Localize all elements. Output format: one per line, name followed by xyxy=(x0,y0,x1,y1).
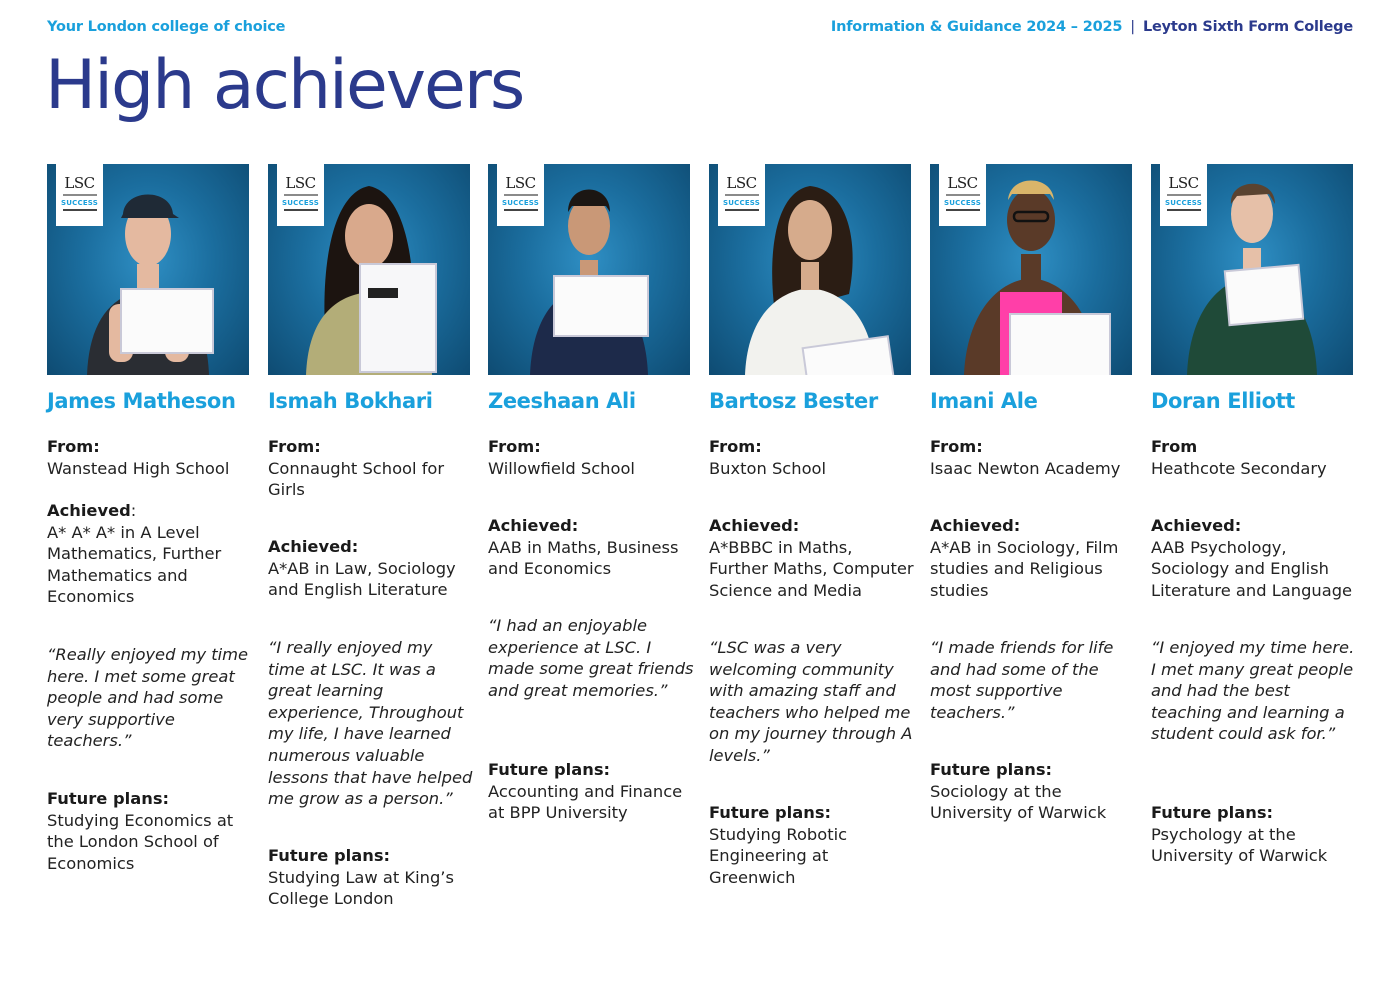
achieved-label: Achieved: xyxy=(268,537,359,556)
student-photo xyxy=(709,164,911,375)
header-separator: | xyxy=(1130,19,1135,35)
lsc-logo: LSC SUCCESS xyxy=(56,164,103,226)
achieved-section xyxy=(709,515,915,601)
from-label: From: xyxy=(709,437,762,456)
plans-value: Studying Law at King’s College London xyxy=(268,867,454,909)
student-quote: “I made friends for life and had some of the most supportive teachers.” xyxy=(930,638,1114,722)
student-name: Doran Elliott xyxy=(1151,389,1295,413)
lsc-logo: LSC SUCCESS xyxy=(939,164,986,226)
plans-value: Studying Robotic Engineering at Greenwich xyxy=(709,824,848,887)
certificate xyxy=(554,276,648,336)
plans-value: Accounting and Finance at BPP University xyxy=(488,781,683,823)
from-label: From: xyxy=(930,437,983,456)
plans-section xyxy=(47,788,253,874)
achieved-label: Achieved: xyxy=(488,516,579,535)
student-card xyxy=(488,164,694,823)
tagline: Your London college of choice xyxy=(47,19,286,35)
achieved-value: A*BBBC in Maths, Further Maths, Computer Science and Media xyxy=(709,537,914,600)
plans-section xyxy=(1151,802,1357,867)
achieved-label: Achieved: xyxy=(930,516,1021,535)
achieved-value: A*AB in Law, Sociology and English Literature xyxy=(268,558,456,600)
from-section xyxy=(268,436,474,501)
from-label: From: xyxy=(488,437,541,456)
plans-value: Studying Economics at the London School of Economics xyxy=(47,810,234,873)
from-section xyxy=(930,436,1136,479)
from-section xyxy=(47,436,253,479)
student-quote: “I had an enjoyable experience at LSC. I made some great friends and great memories.” xyxy=(488,616,694,700)
plans-section xyxy=(488,759,694,824)
certificate xyxy=(1225,265,1303,325)
students-grid xyxy=(47,164,1353,964)
achieved-section xyxy=(1151,515,1357,601)
student-name: Imani Ale xyxy=(930,389,1038,413)
plans-label: Future plans: xyxy=(268,846,391,865)
from-value: Heathcote Secondary xyxy=(1151,458,1327,478)
from-section xyxy=(488,436,694,479)
student-card xyxy=(1151,164,1355,866)
student-quote: “Really enjoyed my time here. I met some great people and had some very supportive teachers.” xyxy=(47,645,249,751)
student-photo xyxy=(47,164,249,375)
achieved-value: A*AB in Sociology, Film studies and Religious studies xyxy=(930,537,1119,600)
from-label: From xyxy=(1151,437,1198,456)
achieved-value: AAB in Maths, Business and Economics xyxy=(488,537,679,579)
student-name: Bartosz Bester xyxy=(709,389,878,413)
student-quote: “I really enjoyed my time at LSC. It was a great learning experience, Throughout my life, I have learned numerous valuable lessons that have helped me grow as a person.” xyxy=(268,638,473,809)
from-value: Connaught School for Girls xyxy=(268,458,445,500)
student-photo xyxy=(488,164,690,375)
achieved-section xyxy=(47,500,253,608)
lsc-logo: LSC SUCCESS xyxy=(718,164,765,226)
page-title: High achievers xyxy=(45,46,524,125)
plans-value: Psychology at the University of Warwick xyxy=(1151,824,1328,866)
plans-value: Sociology at the University of Warwick xyxy=(930,781,1107,823)
student-card xyxy=(47,164,249,873)
from-value: Buxton School xyxy=(709,458,827,478)
achieved-section xyxy=(930,515,1136,601)
from-value: Wanstead High School xyxy=(47,458,230,478)
achieved-suffix: : xyxy=(130,501,137,520)
student-quote: “I enjoyed my time here. I met many great people and had the best teaching and learning a student could ask for.” xyxy=(1151,638,1355,744)
lsc-logo: LSC SUCCESS xyxy=(1160,164,1207,226)
college-name: Leyton Sixth Form College xyxy=(1142,19,1353,35)
achieved-section xyxy=(268,536,474,601)
plans-section xyxy=(930,759,1136,824)
achieved-value: A* A* A* in A Level Mathematics, Further Mathematics and Economics xyxy=(47,522,222,607)
student-card xyxy=(268,164,473,909)
student-card xyxy=(709,164,914,887)
from-section xyxy=(1151,436,1357,479)
student-photo xyxy=(1151,164,1353,375)
student-quote: “LSC was a very welcoming community with amazing staff and teachers who helped me on my journey through A levels.” xyxy=(709,638,913,765)
plans-label: Future plans: xyxy=(930,760,1053,779)
plans-label: Future plans: xyxy=(1151,803,1274,822)
guide-title: Information & Guidance 2024 – 2025 xyxy=(830,19,1123,35)
from-label: From: xyxy=(47,437,100,456)
certificate xyxy=(121,289,213,353)
plans-section xyxy=(268,845,474,910)
student-photo xyxy=(930,164,1132,375)
achieved-section xyxy=(488,515,694,580)
student-name: James Matheson xyxy=(47,389,236,413)
achieved-label: Achieved xyxy=(47,501,131,520)
from-section xyxy=(709,436,915,479)
achieved-label: Achieved: xyxy=(709,516,800,535)
student-card xyxy=(930,164,1132,823)
achieved-value: AAB Psychology, Sociology and English Literature and Language xyxy=(1151,537,1353,600)
student-photo xyxy=(268,164,470,375)
header-right xyxy=(831,19,1353,35)
plans-section xyxy=(709,802,915,888)
plans-label: Future plans: xyxy=(709,803,832,822)
from-value: Isaac Newton Academy xyxy=(930,458,1121,478)
achieved-label: Achieved: xyxy=(1151,516,1242,535)
student-name: Zeeshaan Ali xyxy=(488,389,636,413)
from-value: Willowfield School xyxy=(488,458,635,478)
plans-label: Future plans: xyxy=(47,789,170,808)
student-name: Ismah Bokhari xyxy=(268,389,433,413)
top-bar xyxy=(47,19,1353,39)
certificate xyxy=(1010,314,1110,375)
lsc-logo: LSC SUCCESS xyxy=(277,164,324,226)
from-label: From: xyxy=(268,437,321,456)
certificate xyxy=(360,264,436,372)
lsc-logo: LSC SUCCESS xyxy=(497,164,544,226)
plans-label: Future plans: xyxy=(488,760,611,779)
